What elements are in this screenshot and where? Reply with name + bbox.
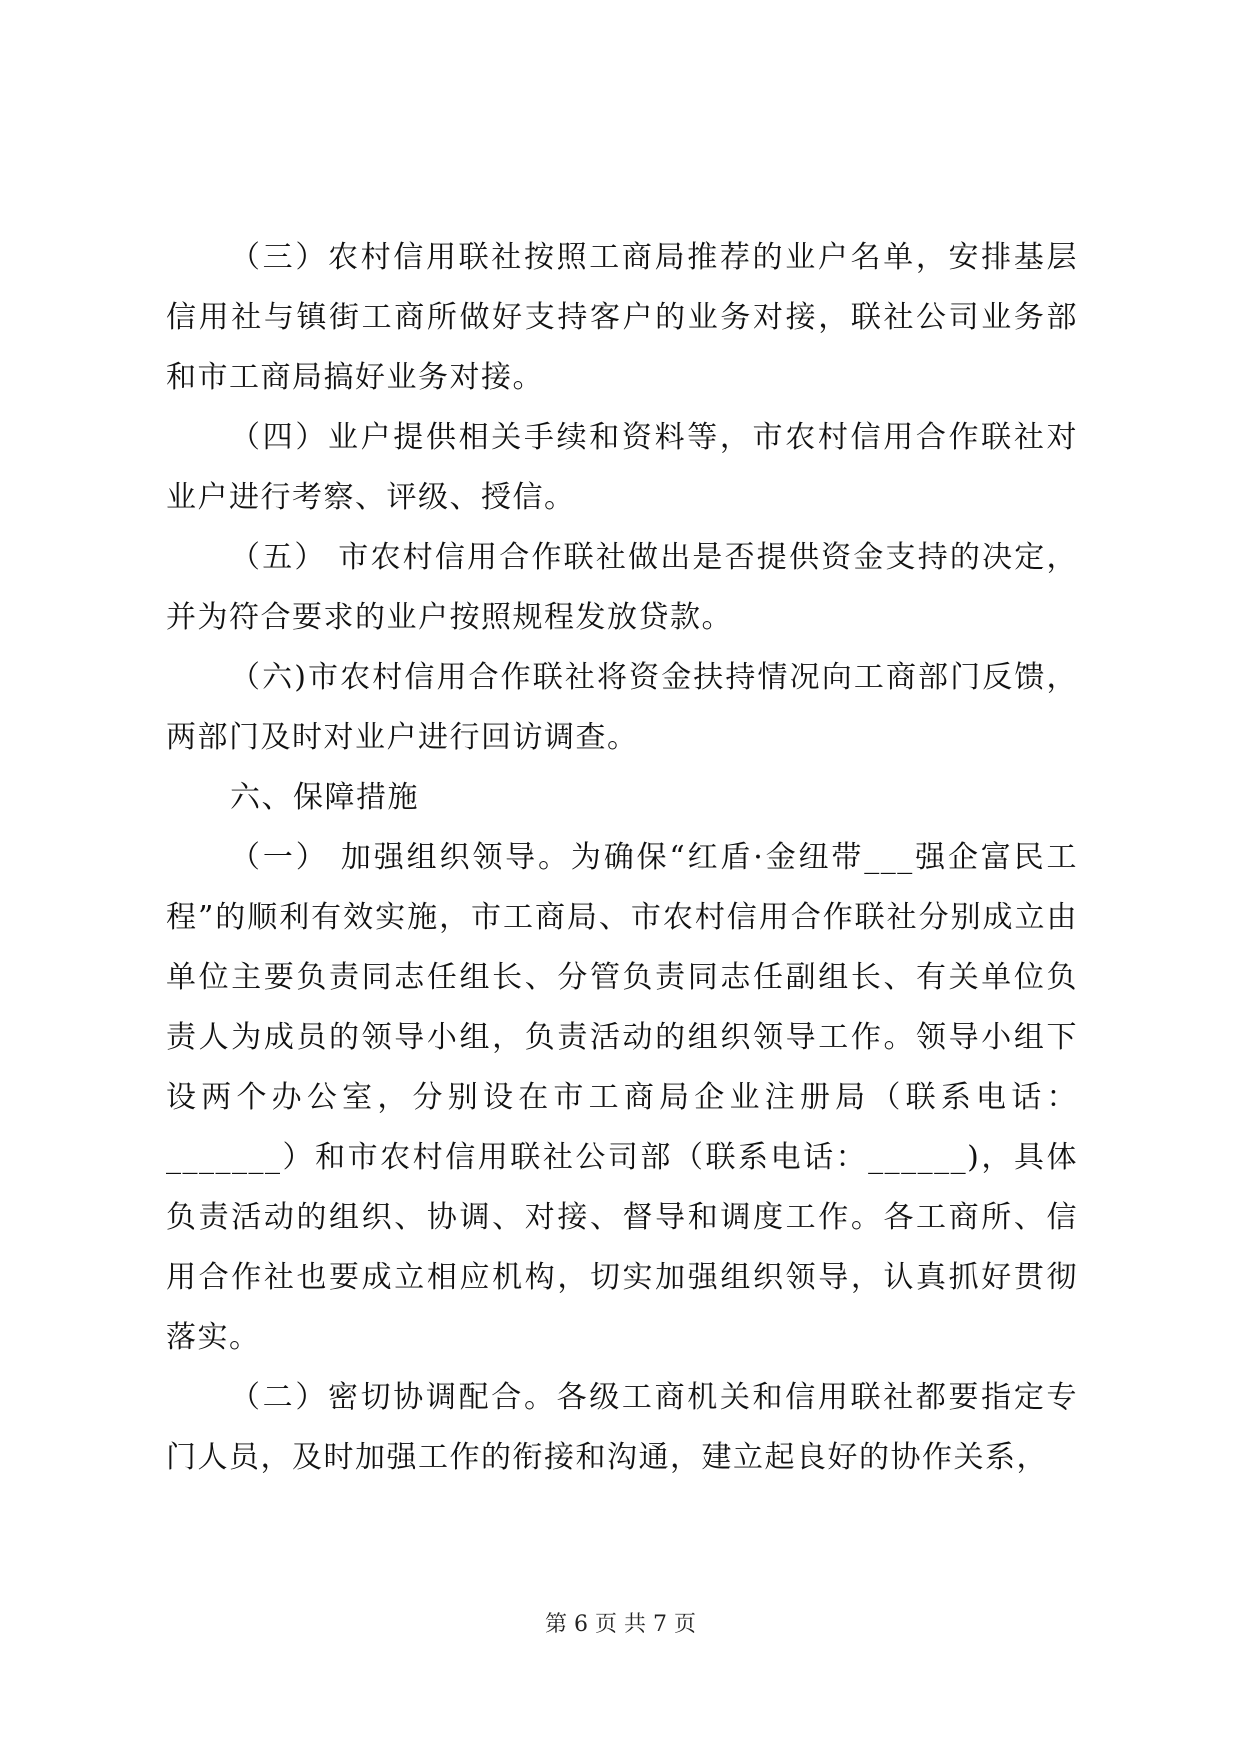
- page-footer: 第 6 页 共 7 页: [545, 1612, 696, 1637]
- section-heading: 六、保障措施: [230, 780, 419, 815]
- paragraph-measure-2: （二）密切协调配合。各级工商机关和信用联社都要指定专门人员，及时加强工作的衔接和沟通，建立起良好的协作关系，: [166, 1380, 1078, 1475]
- paragraph-item-4: （四）业户提供相关手续和资料等，市农村信用合作联社对业户进行考察、评级、授信。: [166, 420, 1078, 515]
- document-body: [166, 228, 1078, 1488]
- paragraph-item-5: （五） 市农村信用合作联社做出是否提供资金支持的决定，并为符合要求的业户按照规程发放贷款。: [166, 540, 1078, 635]
- paragraph-item-3: （三）农村信用联社按照工商局推荐的业户名单，安排基层信用社与镇街工商所做好支持客户的业务对接，联社公司业务部和市工商局搞好业务对接。: [166, 240, 1078, 395]
- paragraph-item-6: （六)市农村信用合作联社将资金扶持情况向工商部门反馈，两部门及时对业户进行回访调查。: [166, 660, 1078, 755]
- paragraph-measure-1: （一） 加强组织领导。为确保“红盾·金纽带___强企富民工程”的顺利有效实施，市工商局、市农村信用合作联社分别成立由单位主要负责同志任组长、分管负责同志任副组长、有关单位负责人为成员的领导小组，负责活动的组织领导工作。领导小组下设两个办公室，分别设在市工商局企业注册局（联系电话：_______）和市农村信用联社公司部（联系电话：______)，具体负责活动的组织、协调、对接、督导和调度工作。各工商所、信用合作社也要成立相应机构，切实加强组织领导，认真抓好贯彻落实。: [166, 840, 1078, 1355]
